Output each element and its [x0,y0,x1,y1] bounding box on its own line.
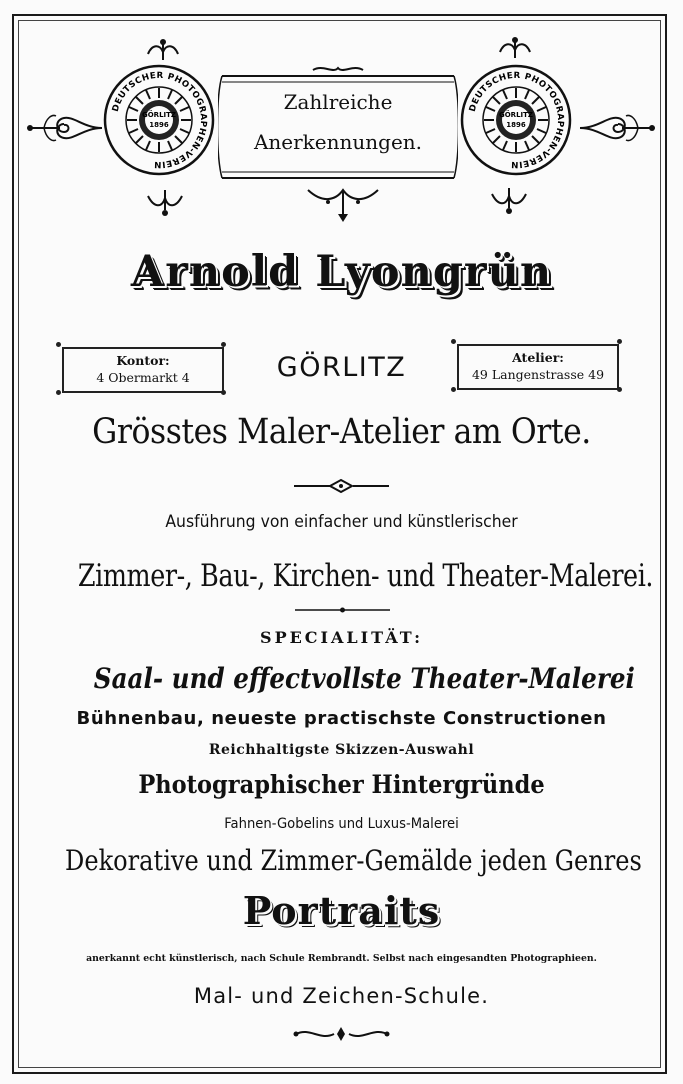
corner-dot [451,387,456,392]
kontor-address-box [62,347,224,393]
seal-left-year: 1896 [149,121,169,129]
corner-dot [56,342,61,347]
header-line-1: Zahlreiche [283,90,393,114]
portraits-fine-print: anerkannt echt künstlerisch, nach Schule Rembrandt. Selbst nach eingesandten Photographieen. [86,953,597,964]
stage-building-line: Bühnenbau, neueste practischste Constructionen [76,708,607,729]
corner-dot [451,339,456,344]
corner-dot [221,390,226,395]
photographic-backgrounds-line: Photographischer Hintergründe [138,770,545,799]
business-name-heading: Arnold Lyongrün [130,247,553,297]
seal-right-city: GÖRLITZ [498,111,534,119]
left-flourish-ornament [24,98,104,158]
seal-right-year: 1896 [506,121,526,129]
corner-dot [221,342,226,347]
small-divider-ornament [290,478,393,494]
seal-top-ornament-left [138,38,188,64]
speciality-heading: SPECIALITÄT: [260,628,423,647]
tagline: Grösstes Maler-Atelier am Orte. [92,412,591,452]
header-cartouche-frame [218,66,458,186]
right-flourish-ornament [578,98,658,158]
photographers-association-seal-right [460,64,572,176]
thin-divider [295,605,390,615]
seal-top-ornament-right [490,36,540,62]
atelier-address-box [457,344,619,390]
seal-left-ring-text: DEUTSCHER PHOTOGRAPHEN-VEREIN [110,70,209,170]
hall-theatre-line: Saal- und effectvollste Theater-Malerei [93,662,635,695]
portraits-heading: Portraits [242,888,441,933]
kontor-label: Kontor: [116,353,170,368]
corner-dot [617,387,622,392]
city-heading: GÖRLITZ [276,352,407,383]
decorative-paintings-line: Dekorative und Zimmer-Gemälde jeden Genres [65,844,642,877]
seal-bottom-ornament-left [140,188,190,218]
school-line: Mal- und Zeichen-Schule. [193,984,490,1008]
header-line-2: Anerkennungen. [253,130,423,154]
sketch-selection-line: Reichhaltigste Skizzen-Auswahl [208,742,475,758]
painting-types-line: Zimmer-, Bau-, Kirchen- und Theater-Malerei. [77,558,654,594]
corner-dot [56,390,61,395]
flags-gobelins-line: Fahnen-Gobelins und Luxus-Malerei [224,816,459,832]
atelier-label: Atelier: [512,350,564,365]
bottom-ornament [290,1025,393,1043]
corner-dot [617,339,622,344]
seal-left-city: GÖRLITZ [141,111,177,119]
kontor-address: 4 Obermarkt 4 [96,370,190,385]
execution-line: Ausführung von einfacher und künstlerischer [165,512,518,532]
seal-right-ring-text: DEUTSCHER PHOTOGRAPHEN-VEREIN [467,70,566,170]
atelier-address: 49 Langenstrasse 49 [471,367,605,382]
photographers-association-seal-left [103,64,215,176]
seal-bottom-ornament-right [484,186,534,216]
cartouche-bottom-ornament [298,184,388,224]
